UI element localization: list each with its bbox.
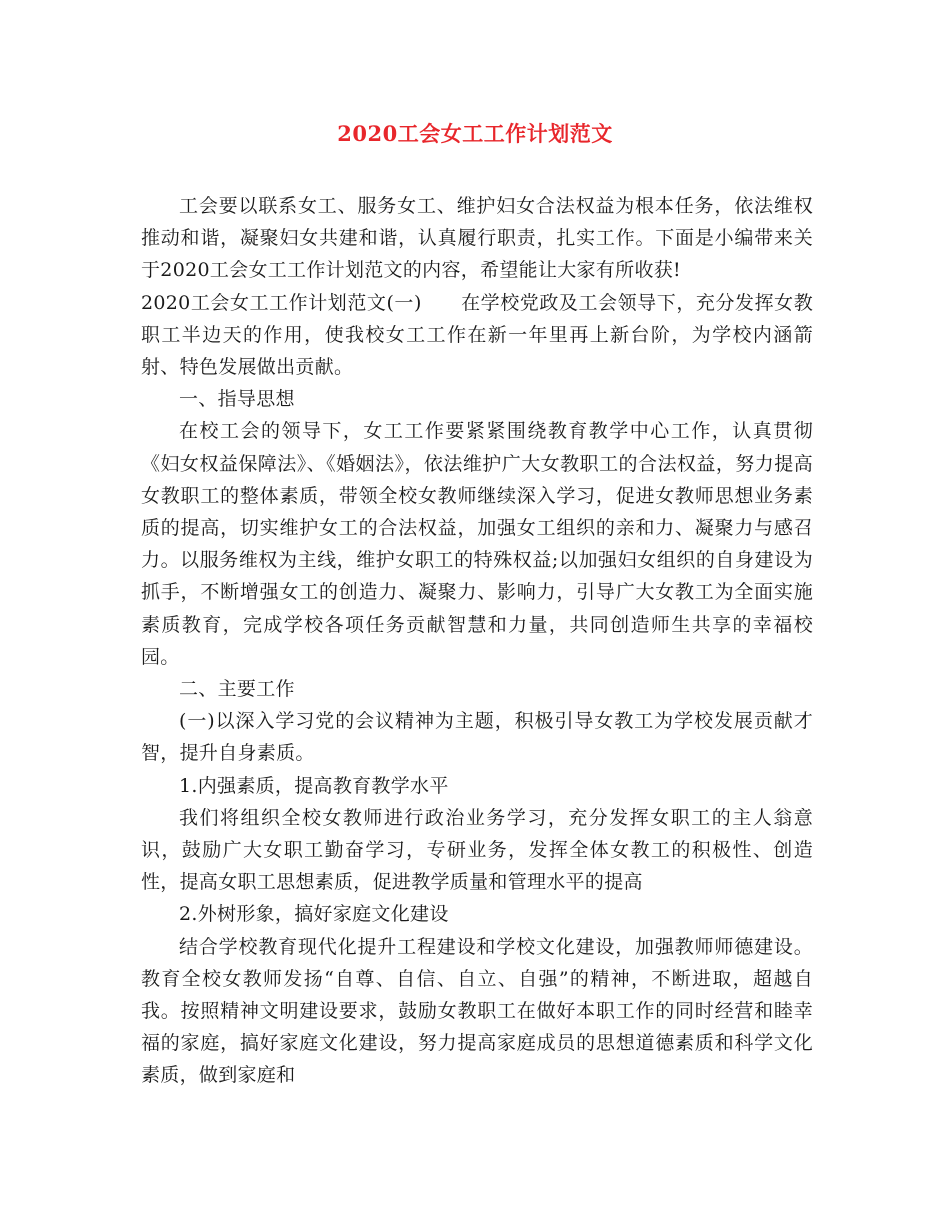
document-title: 2020工会女工工作计划范文 bbox=[337, 121, 613, 146]
paragraph-outer-image: 结合学校教育现代化提升工程建设和学校文化建设，加强教师师德建设。教育全校女教师发扬“自尊、自信、自立、自强”的精神，不断进取，超越自我。按照精神文明建设要求，鼓励女教职工在做好本职工作的同时经营和睦幸福的家庭，搞好家庭文化建设，努力提高家庭成员的思想道德素质和科学文化素质，做到家庭和 bbox=[141, 935, 813, 1087]
heading-main-work: 二、主要工作 bbox=[179, 678, 295, 701]
paragraph-guiding-ideology: 在校工会的领导下，女工工作要紧紧围绕教育教学中心工作，认真贯彻《妇女权益保障法》、《婚姻法》，依法维护广大女教职工的合法权益，努力提高女教职工的整体素质，带领全校女教师继续深入学习，促进女教师思想业务素质的提高，切实维护女工的合法权益，加强女工组织的亲和力、凝聚力与感召力。以服务维权为主线，维护女职工的特殊权益;以加强妇女组织的自身建设为抓手，不断增强女工的创造力、凝聚力、影响力，引导广大女教工为全面实施素质教育，完成学校各项任务贡献智慧和力量，共同创造师生共享的幸福校园。 bbox=[141, 420, 813, 668]
heading-guiding-ideology: 一、指导思想 bbox=[179, 388, 295, 411]
paragraph-inner-quality: 我们将组织全校女教师进行政治业务学习，充分发挥女职工的主人翁意识，鼓励广大女职工勤奋学习，专研业务，发挥全体女教工的积极性、创造性，提高女职工思想素质，促进教学质量和管理水平的提高 bbox=[141, 806, 813, 894]
heading-inner-quality: 1.内强素质，提高教育教学水平 bbox=[179, 774, 449, 797]
paragraph-intro: 工会要以联系女工、服务女工、维护妇女合法权益为根本任务，依法维权推动和谐，凝聚妇女共建和谐，认真履行职责，扎实工作。下面是小编带来关于2020工会女工工作计划范文的内容，希望能让大家有所收获! bbox=[141, 195, 813, 282]
document-body bbox=[141, 190, 813, 1092]
paragraph-main-work-one: (一)以深入学习党的会议精神为主题，积极引导女教工为学校发展贡献才智，提升自身素质。 bbox=[141, 710, 813, 765]
heading-outer-image: 2.外树形象，搞好家庭文化建设 bbox=[179, 903, 449, 926]
paragraph-section-one: 2020工会女工工作计划范文(一) 在学校党政及工会领导下，充分发挥女教职工半边天的作用，使我校女工工作在新一年里再上新台阶，为学校内涵箭射、特色发展做出贡献。 bbox=[141, 291, 813, 379]
